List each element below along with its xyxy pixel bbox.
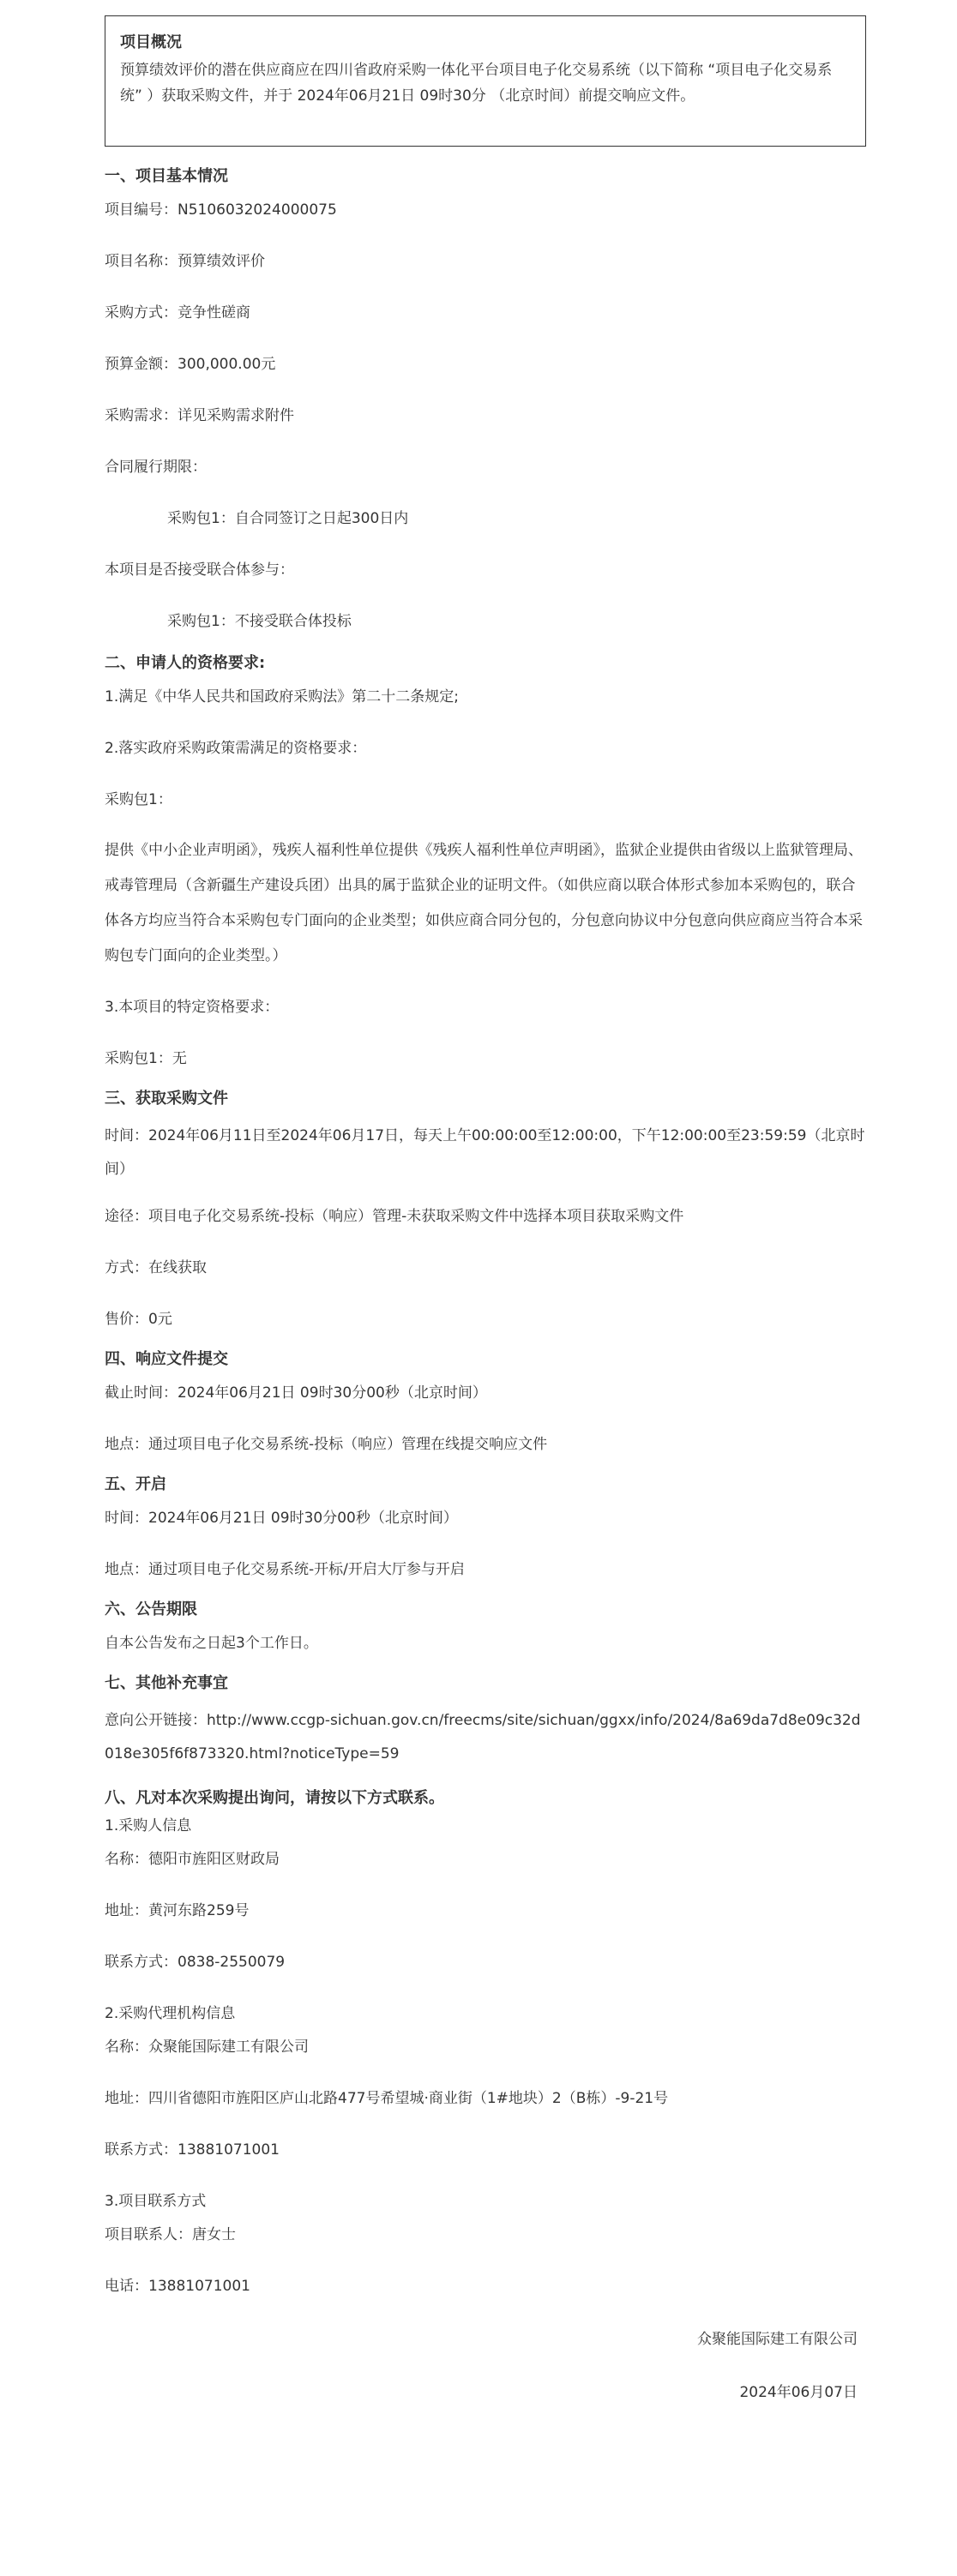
intention-link[interactable]: 意向公开链接：http://www.ccgp-sichuan.gov.cn/freecms/site/sichuan/ggxx/info/2024/8a69da7d8e09c32d018e305f6f873320.html?noticeType=59 <box>105 1712 861 1762</box>
qualification-policy: 提供《中小企业声明函》，残疾人福利性单位提供《残疾人福利性单位声明函》，监狱企业提供由省级以上监狱管理局、戒毒管理局（含新疆生产建设兵团）出具的属于监狱企业的证明文件。（如供应商以联合体形式参加本采购包的，联合体各方均应当符合本采购包专门面向的企业类型；如供应商合同分包的，分包意向协议中分包意向供应商应当符合本采购包专门面向的企业类型。） <box>105 842 863 964</box>
agent-title: 2.采购代理机构信息 <box>105 2005 236 2022</box>
section5-title: 五、开启 <box>105 1475 166 1493</box>
section8-title: 八、凡对本次采购提出询问，请按以下方式联系。 <box>105 1789 444 1807</box>
section1-title: 一、项目基本情况 <box>105 167 228 185</box>
buyer-title: 1.采购人信息 <box>105 1817 192 1834</box>
project-no: 项目编号：N5106032024000075 <box>105 201 337 219</box>
project-contact-title: 3.项目联系方式 <box>105 2193 207 2210</box>
announcement-page <box>105 15 866 2405</box>
project-contact-person: 项目联系人：唐女士 <box>105 2226 236 2243</box>
overview-box <box>105 15 866 147</box>
section6-title: 六、公告期限 <box>105 1600 197 1618</box>
contract-term-package: 采购包1：自合同签订之日起300日内 <box>167 510 409 527</box>
qualification-item1: 1.满足《中华人民共和国政府采购法》第二十二条规定; <box>105 688 459 706</box>
union-package: 采购包1：不接受联合体投标 <box>167 613 352 630</box>
qualification-item3: 3.本项目的特定资格要求： <box>105 999 280 1016</box>
buyer-name: 名称：德阳市旌阳区财政局 <box>105 1851 280 1868</box>
open-place: 地点：通过项目电子化交易系统-开标/开启大厅参与开启 <box>105 1561 465 1578</box>
submit-place: 地点：通过项目电子化交易系统-投标（响应）管理在线提交响应文件 <box>105 1436 548 1453</box>
acquire-route: 途径：项目电子化交易系统-投标（响应）管理-未获取采购文件中选择本项目获取采购文件 <box>105 1208 684 1225</box>
section2-title: 二、申请人的资格要求: <box>105 654 266 672</box>
qualification-item2: 2.落实政府采购政策需满足的资格要求： <box>105 740 367 757</box>
section4-title: 四、响应文件提交 <box>105 1350 228 1368</box>
agent-name: 名称：众聚能国际建工有限公司 <box>105 2039 309 2056</box>
acquire-price: 售价：0元 <box>105 1311 172 1328</box>
section3-title: 三、获取采购文件 <box>105 1090 228 1108</box>
union-label: 本项目是否接受联合体参与： <box>105 561 294 579</box>
procurement-method: 采购方式：竞争性磋商 <box>105 304 250 321</box>
open-time: 时间：2024年06月21日 09时30分00秒（北京时间） <box>105 1510 458 1527</box>
contract-term-label: 合同履行期限： <box>105 459 207 476</box>
submit-deadline: 截止时间：2024年06月21日 09时30分00秒（北京时间） <box>105 1384 487 1402</box>
overview-text: 预算绩效评价的潜在供应商应在四川省政府采购一体化平台项目电子化交易系统（以下简称 “项目电子化交易系统” ）获取采购文件，并于 2024年06月21日 09时30分 （北京时间）前提交响应文件。 <box>120 62 833 105</box>
budget-amount: 预算金额：300,000.00元 <box>105 356 276 373</box>
project-contact-phone: 电话：13881071001 <box>105 2278 250 2295</box>
acquire-method: 方式：在线获取 <box>105 1259 207 1276</box>
section7-title: 七、其他补充事宜 <box>105 1674 228 1692</box>
footer-date: 2024年06月07日 <box>739 2384 858 2401</box>
notice-period: 自本公告发布之日起3个工作日。 <box>105 1635 318 1652</box>
footer-company: 众聚能国际建工有限公司 <box>697 2331 858 2348</box>
acquire-time: 时间：2024年06月11日至2024年06月17日，每天上午00:00:00至12:00:00，下午12:00:00至23:59:59（北京时间） <box>105 1127 865 1178</box>
procurement-demand: 采购需求：详见采购需求附件 <box>105 407 294 424</box>
project-name: 项目名称：预算绩效评价 <box>105 253 265 270</box>
qualification-package: 采购包1： <box>105 791 172 808</box>
agent-address: 地址：四川省德阳市旌阳区庐山北路477号希望城·商业街（1#地块）2（B栋）-9-21号 <box>105 2090 669 2107</box>
overview-title: 项目概况 <box>120 33 182 51</box>
qualification-special-package: 采购包1：无 <box>105 1050 187 1067</box>
agent-contact: 联系方式：13881071001 <box>105 2141 280 2159</box>
buyer-address: 地址：黄河东路259号 <box>105 1902 250 1919</box>
buyer-contact: 联系方式：0838-2550079 <box>105 1954 286 1971</box>
